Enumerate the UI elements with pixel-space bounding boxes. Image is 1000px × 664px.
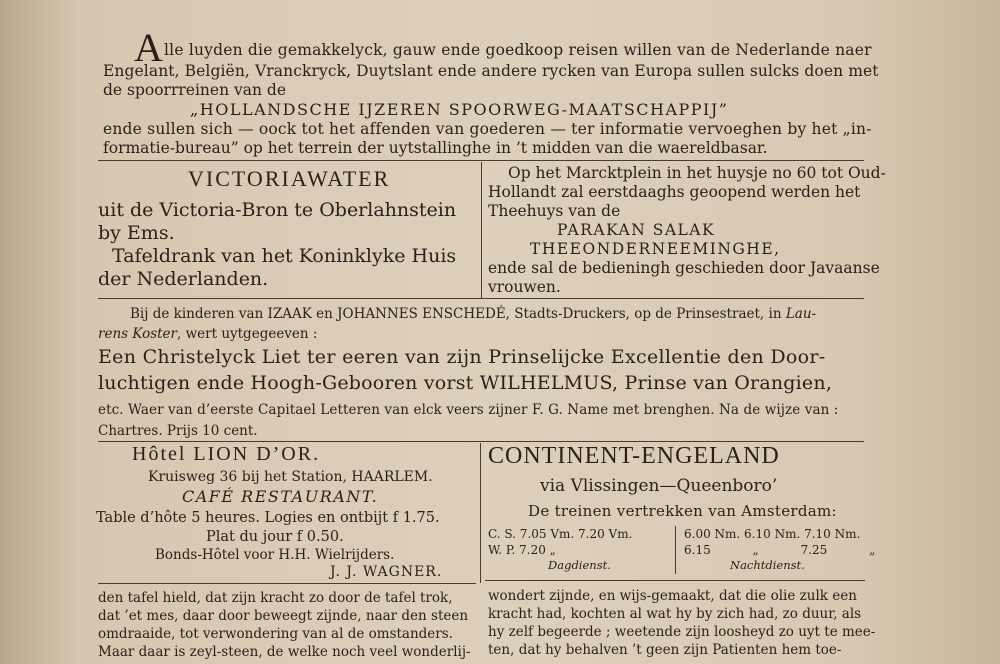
story-left-line-1: den tafel hield, dat zijn kracht zo door de tafel trok,: [98, 590, 453, 606]
enschede-title-line-2: luchtigen ende Hoogh-Gebooren vorst WILHELMUS, Prinse van Orangien,: [98, 372, 833, 394]
schedule-night-label: Nachtdienst.: [730, 558, 805, 572]
divider-2: [98, 298, 864, 299]
story-right-line-4: ten, dat hy behalven ’t geen zijn Patienten hem toe-: [488, 642, 842, 658]
enschede-line-2: [98, 326, 317, 342]
victoria-title: VICTORIAWATER: [188, 166, 391, 191]
continent-subtitle: via Vlissingen—Queenboro’: [540, 476, 778, 496]
enschede-line-1-text: Bij de kinderen van IZAAK en JOHANNES ENSCHEDÉ, Stadts-Druckers, op de Prinsestraet, in: [130, 306, 782, 322]
story-left-line-3: omdraaide, tot verwondering van al de omstanders.: [98, 626, 453, 642]
enschede-title-line-1: Een Christelyck Liet ter eeren van zijn Prinselijcke Excellentie den Door-: [98, 346, 826, 368]
enschede-line-2-italic: rens Koster: [98, 326, 178, 342]
divider-4-right: [485, 580, 865, 581]
schedule-day-row-2: W. P. 7.20 „: [488, 543, 556, 557]
schedule-day-row-1: C. S. 7.05 Vm. 7.20 Vm.: [488, 527, 633, 541]
victoria-line-1: uit de Victoria-Bron te Oberlahnstein: [98, 199, 457, 221]
continent-title: CONTINENT-ENGELAND: [488, 443, 780, 469]
drop-cap: A: [134, 25, 163, 70]
hotel-title: Hôtel LION D’OR.: [132, 443, 321, 465]
victoria-line-4: der Nederlanden.: [98, 268, 269, 290]
victoria-line-2: by Ems.: [98, 222, 175, 244]
intro-line-4: ende sullen sich — oock tot het affenden van goederen — ter informatie vervoeghen by het „in-: [103, 120, 872, 138]
parakan-line-5: vrouwen.: [488, 278, 561, 296]
enschede-line-1: [130, 306, 816, 322]
hotel-cafe: CAFÉ RESTAURANT.: [182, 487, 379, 506]
enschede-line-3: etc. Waer van d’eerste Capitael Letteren van elck veers zijner F. G. Name met brenghen. Na de wijze van :: [98, 402, 839, 418]
parakan-company: THEEONDERNEEMINGHE,: [530, 240, 781, 258]
hotel-line-1: Table d’hôte 5 heures. Logies en ontbijt f 1.75.: [96, 510, 440, 526]
story-right-line-2: kracht had, kochten al wat hy by zich had, zo duur, als: [488, 606, 862, 622]
parakan-line-4: ende sal de bedieningh geschieden door Javaanse: [488, 259, 880, 277]
enschede-line-2-text: , wert uytgegeeven :: [177, 326, 318, 342]
company-name: „HOLLANDSCHE IJZEREN SPOORWEG-MAATSCHAPPIJ”: [190, 100, 729, 119]
parakan-line-3: Theehuys van de: [488, 202, 621, 220]
victoria-line-3: Tafeldrank van het Koninklyke Huis: [112, 245, 457, 267]
column-divider-2: [480, 443, 481, 583]
intro-line-5: formatie-bureau” op het terrein der uytstallinghe in ’t midden van die waereldbasar.: [103, 139, 768, 157]
enschede-line-4: Chartres. Prijs 10 cent.: [98, 423, 258, 439]
enschede-line-1-italic: Lau-: [785, 306, 817, 322]
schedule-divider: [675, 526, 676, 574]
story-right-line-3: hy zelf begeerde ; weetende zijn loosheyd zo uyt te mee-: [488, 624, 876, 640]
parakan-name: PARAKAN SALAK: [557, 221, 716, 239]
hotel-line-3: Bonds-Hôtel voor H.H. Wielrijders.: [155, 547, 395, 563]
schedule-night-row-2: 6.15 „ 7.25 „: [684, 543, 876, 557]
parakan-line-2: Hollandt zal eerstdaaghs geoopend werden het: [488, 183, 861, 201]
hotel-owner: J. J. WAGNER.: [330, 564, 443, 580]
divider-3: [98, 441, 864, 442]
divider-4-left: [98, 583, 476, 584]
story-left-line-4: Maar daar is zeyl-steen, de welke noch veel wonderlij-: [98, 644, 471, 660]
continent-intro: De treinen vertrekken van Amsterdam:: [528, 502, 837, 520]
hotel-line-2: Plat du jour f 0.50.: [206, 529, 344, 545]
story-left-line-2: dat ’et mes, daar door beweegt zijnde, naar den steen: [98, 608, 469, 624]
story-right-line-1: wondert zijnde, en wijs-gemaakt, dat die olie zulk een: [488, 588, 857, 604]
schedule-night-row-1: 6.00 Nm. 6.10 Nm. 7.10 Nm.: [684, 527, 861, 541]
column-divider-1: [481, 162, 482, 298]
intro-line-2: Engelant, Belgiën, Vranckryck, Duytslant ende andere rycken van Europa sullen sulcks doen met: [103, 62, 879, 80]
intro-line-1: lle luyden die gemakkelyck, gauw ende goedkoop reisen willen van de Nederlande naer: [164, 41, 872, 59]
hotel-address: Kruisweg 36 bij het Station, HAARLEM.: [148, 469, 433, 485]
parakan-line-1: Op het Marcktplein in het huysje no 60 tot Oud-: [508, 164, 886, 182]
divider-1: [98, 160, 864, 161]
schedule-day-label: Dagdienst.: [548, 558, 611, 572]
intro-line-3: de spoorrreinen van de: [103, 81, 286, 99]
